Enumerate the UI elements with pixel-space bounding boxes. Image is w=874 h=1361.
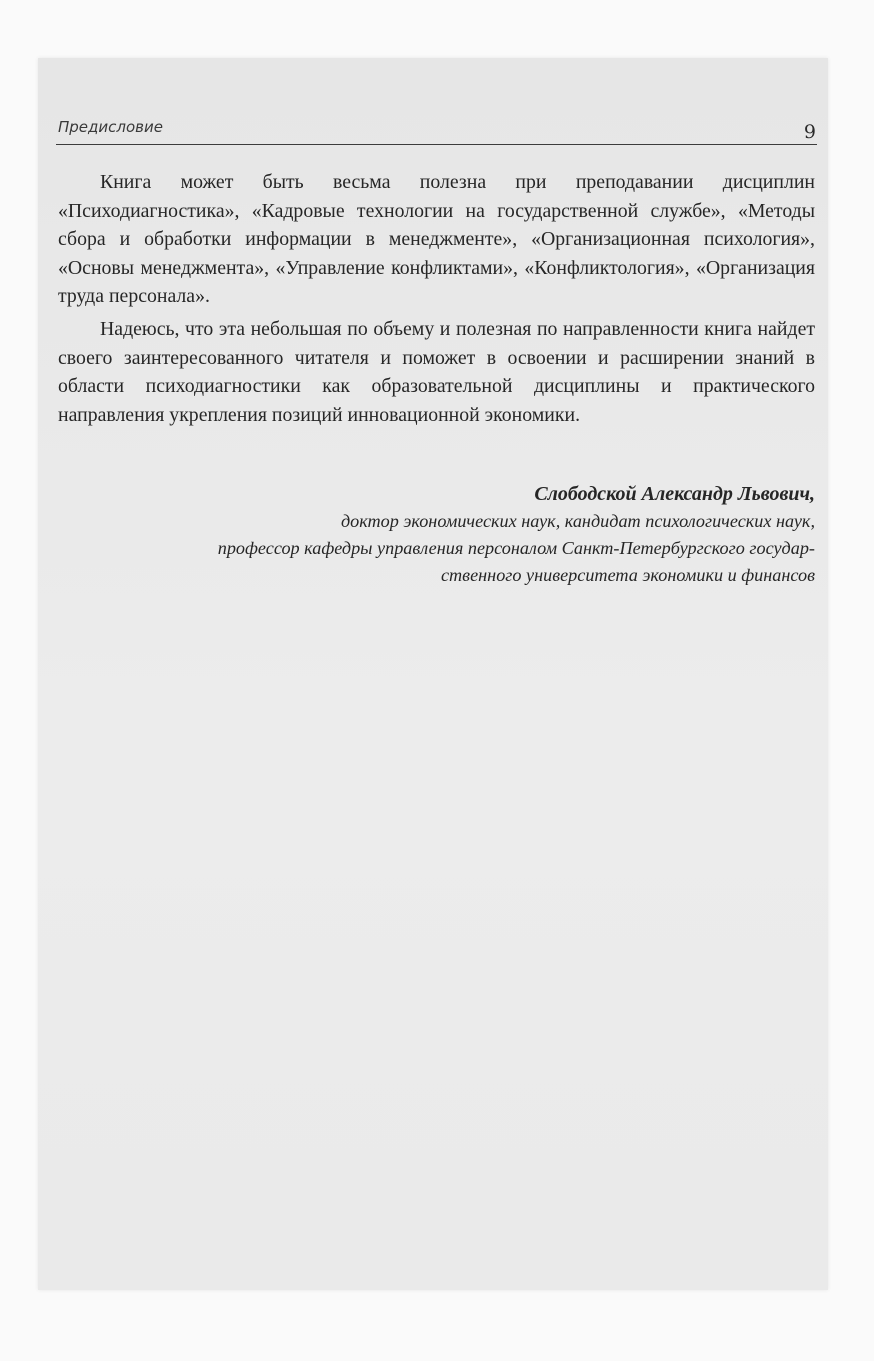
author-name: Слободской Александр Львович, xyxy=(534,483,815,505)
running-head: Предисловие xyxy=(58,118,163,136)
author-signature xyxy=(55,480,815,589)
author-position-cont: ственного университета экономики и финансов xyxy=(440,565,815,585)
paragraph-2: Надеюсь, что эта небольшая по объему и полезная по направленности книга найдет своего заинтересованного читателя и поможет в освоении и расширении знаний в области психодиагностики как образовательной дисциплины и практического направления укрепления позиций инновационной экономики. xyxy=(58,317,815,426)
paragraph-1: Книга может быть весьма полезна при преподавании дисциплин «Психодиагностика», «Кадровые технологии на государственной службе», «Методы сбора и обработки информации в менеджменте», «Организационная психология», «Основы менеджмента», «Управление конфликтами», «Конфликтология», «Организация труда персонала». xyxy=(58,171,815,308)
page-number: 9 xyxy=(803,121,816,143)
author-title: доктор экономических наук, кандидат психологических наук, xyxy=(340,511,815,531)
body-text xyxy=(58,168,815,433)
author-position: профессор кафедры управления персоналом Санкт-Петербургского государ- xyxy=(217,538,815,558)
header-rule xyxy=(56,144,817,145)
